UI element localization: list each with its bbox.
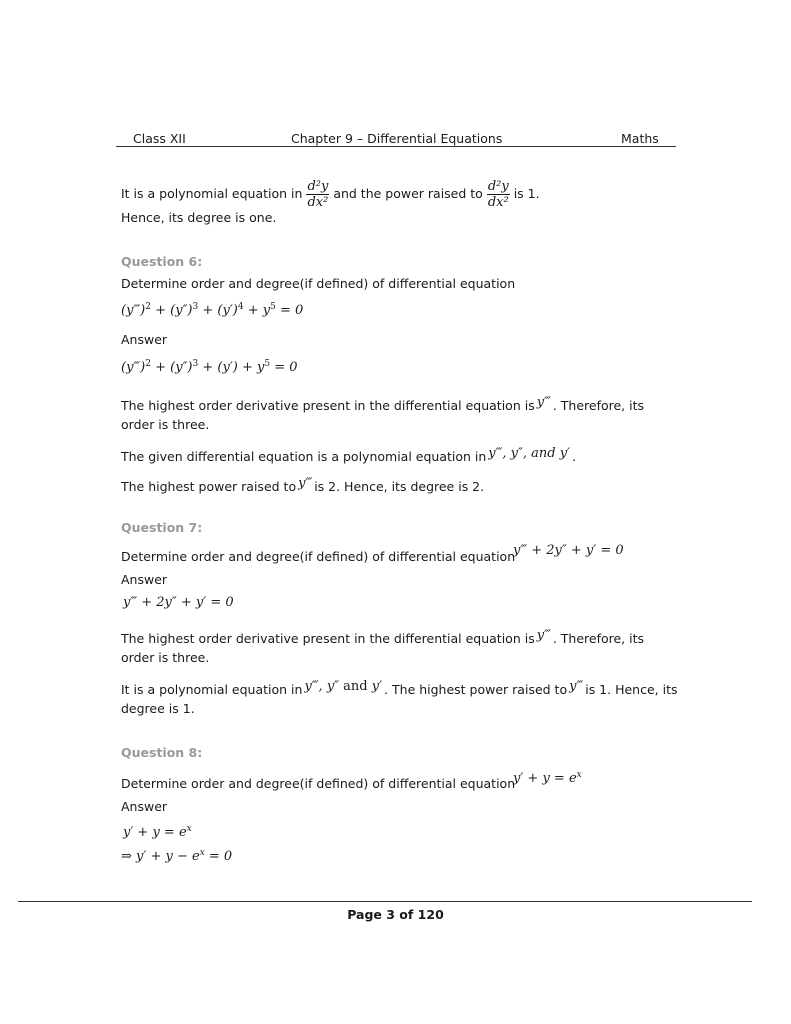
question-6-title: Question 6: [121, 254, 203, 269]
question-6-order-three: order is three. [121, 417, 210, 432]
question-6-answer-equation: (y‴)$^2$ + $(y'')^3 + (y') + y^5 = 0$ [121, 359, 298, 375]
fraction-d2y-dx2-second: $\frac{\text{d²y}}{\text{dx²}}$ [487, 179, 509, 210]
question-8-equation: $y' + y = e^x$ [513, 770, 582, 786]
header-divider [116, 146, 676, 147]
header-subject: Maths [621, 131, 659, 146]
question-6-equation: (y‴)$^2$ + $(y'')^3 + (y')^4 + y^5 = 0$ [121, 302, 304, 318]
question-8-answer-label: Answer [121, 799, 168, 814]
question-6-answer-label: Answer [121, 332, 168, 347]
fraction-d2y-dx2: $\frac{\text{d²y}}{\text{dx²}}$ [307, 179, 329, 210]
paragraph-polynomial: It is a polynomial equation in $\frac{\text{d²y}}{\text{dx²}}$ and the power raised to $\frac{\text{d²y}}{\text{dx²}}$ is 1. [121, 179, 540, 210]
question-8-title: Question 8: [121, 745, 203, 760]
question-8-prompt: Determine order and degree(if defined) of differential equation [121, 776, 516, 791]
question-7-degree-one: degree is 1. [121, 701, 195, 716]
question-7-title: Question 7: [121, 520, 203, 535]
question-7-polynomial-line: It is a polynomial equation in y‴, y″ and y′ . The highest power raised to y‴ is 1. Hence, its [121, 679, 678, 697]
question-7-answer-equation: y‴ + 2y″ + y′ = 0 [123, 595, 234, 610]
question-8-answer-line-1: $y' + y = e^x$ [123, 824, 192, 840]
question-6-order-line: The highest order derivative present in the differential equation is y‴ . Therefore, its [121, 395, 645, 413]
question-6-prompt: Determine order and degree(if defined) of differential equation [121, 276, 516, 291]
question-7-equation: y‴ + 2y″ + y′ = 0 [513, 543, 624, 558]
footer-divider [18, 901, 752, 902]
question-7-order-line: The highest order derivative present in the differential equation is y‴ . Therefore, its [121, 628, 645, 646]
question-6-polynomial-line: The given differential equation is a polynomial equation in y‴, y″, and y′ . [121, 446, 576, 464]
question-7-answer-label: Answer [121, 572, 168, 587]
question-7-prompt: Determine order and degree(if defined) of differential equation [121, 549, 516, 564]
question-6-degree-line: The highest power raised to y‴ is 2. Hence, its degree is 2. [121, 476, 485, 494]
page-number: Page 3 of 120 [347, 907, 444, 922]
paragraph-degree-one: Hence, its degree is one. [121, 210, 277, 225]
question-8-answer-line-2: ⇒ $y' + y - e^x = 0$ [121, 848, 233, 864]
question-7-order-three: order is three. [121, 650, 210, 665]
header-chapter: Chapter 9 – Differential Equations [291, 131, 503, 146]
header-class: Class XII [133, 131, 186, 146]
